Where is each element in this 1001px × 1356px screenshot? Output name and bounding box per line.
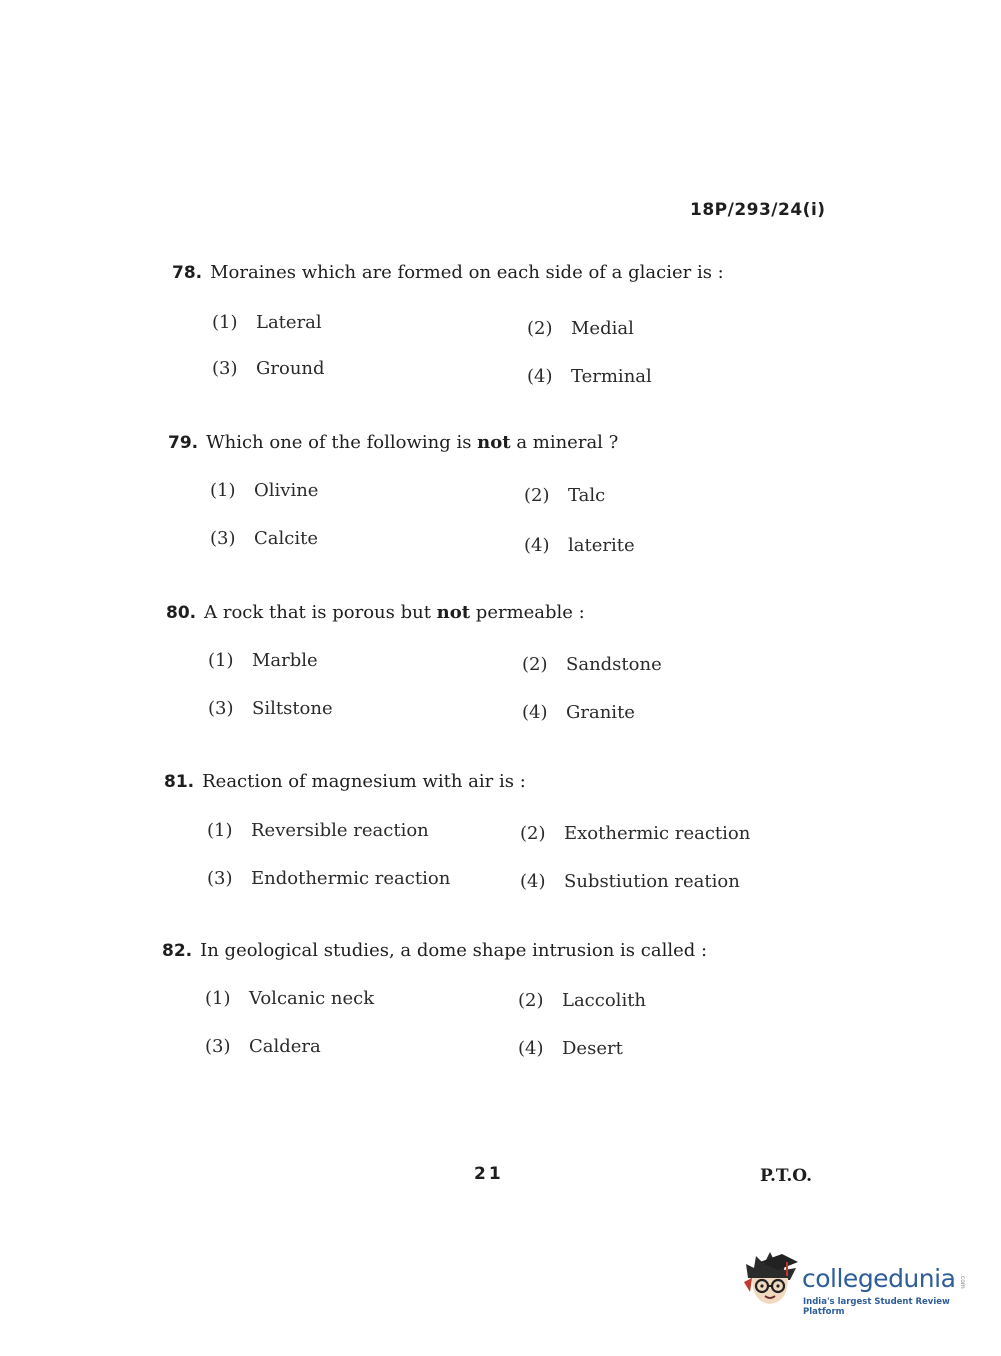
option-text: Calcite bbox=[254, 528, 318, 549]
option-text: Desert bbox=[562, 1038, 623, 1059]
question-text-end: permeable : bbox=[470, 602, 585, 623]
option-text: Terminal bbox=[571, 366, 652, 387]
option-text: Medial bbox=[571, 318, 634, 339]
page-number: 21 bbox=[474, 1164, 504, 1184]
option-text: Sandstone bbox=[566, 654, 662, 675]
option-text: Ground bbox=[256, 358, 325, 379]
option-text: Siltstone bbox=[252, 698, 333, 719]
option-82-4 bbox=[518, 1038, 623, 1059]
option-number: (4) bbox=[520, 871, 546, 892]
option-80-3 bbox=[208, 698, 333, 719]
option-text: Granite bbox=[566, 702, 635, 723]
option-number: (2) bbox=[522, 654, 548, 675]
option-80-4 bbox=[522, 702, 635, 723]
question-78 bbox=[172, 262, 724, 283]
option-78-1 bbox=[212, 312, 322, 333]
option-number: (1) bbox=[212, 312, 238, 333]
option-text: Lateral bbox=[256, 312, 322, 333]
brand-tagline: India's largest Student Review Platform bbox=[803, 1297, 950, 1317]
option-number: (3) bbox=[208, 698, 234, 719]
mascot-icon bbox=[742, 1248, 800, 1310]
option-number: (2) bbox=[520, 823, 546, 844]
option-81-1 bbox=[207, 820, 429, 841]
option-text: Talc bbox=[568, 485, 606, 506]
option-79-3 bbox=[210, 528, 318, 549]
option-number: (4) bbox=[518, 1038, 544, 1059]
option-79-2 bbox=[524, 485, 605, 506]
option-text: Endothermic reaction bbox=[251, 868, 451, 889]
option-text: Caldera bbox=[249, 1036, 321, 1057]
paper-code: 18P/293/24(i) bbox=[690, 200, 826, 220]
option-78-3 bbox=[212, 358, 325, 379]
option-number: (3) bbox=[212, 358, 238, 379]
option-number: (3) bbox=[207, 868, 233, 889]
option-78-2 bbox=[527, 318, 634, 339]
option-81-2 bbox=[520, 823, 750, 844]
option-number: (1) bbox=[208, 650, 234, 671]
option-78-4 bbox=[527, 366, 652, 387]
question-text: A rock that is porous but bbox=[204, 602, 437, 623]
option-text: Laccolith bbox=[562, 990, 647, 1011]
question-text: Reaction of magnesium with air is : bbox=[202, 771, 526, 792]
question-81 bbox=[164, 771, 526, 792]
question-text-end: a mineral ? bbox=[510, 432, 619, 453]
option-number: (1) bbox=[210, 480, 236, 501]
option-text: laterite bbox=[568, 535, 635, 556]
option-text: Reversible reaction bbox=[251, 820, 429, 841]
option-80-1 bbox=[208, 650, 318, 671]
option-number: (3) bbox=[205, 1036, 231, 1057]
option-79-4 bbox=[524, 535, 635, 556]
option-text: Substiution reation bbox=[564, 871, 740, 892]
question-number: 78. bbox=[172, 263, 203, 283]
option-number: (4) bbox=[522, 702, 548, 723]
option-number: (2) bbox=[527, 318, 553, 339]
option-text: Exothermic reaction bbox=[564, 823, 751, 844]
option-number: (2) bbox=[524, 485, 550, 506]
option-number: (1) bbox=[207, 820, 233, 841]
question-number: 82. bbox=[162, 941, 193, 961]
question-number: 79. bbox=[168, 433, 199, 453]
option-number: (4) bbox=[524, 535, 550, 556]
question-text: Which one of the following is bbox=[206, 432, 478, 453]
question-number: 81. bbox=[164, 772, 195, 792]
question-80 bbox=[166, 602, 585, 623]
option-text: Volcanic neck bbox=[249, 988, 375, 1009]
brand-name: collegedunia bbox=[802, 1264, 956, 1293]
question-82 bbox=[162, 940, 707, 961]
question-emphasis: not bbox=[477, 432, 511, 453]
option-82-3 bbox=[205, 1036, 321, 1057]
option-number: (3) bbox=[210, 528, 236, 549]
question-79 bbox=[168, 432, 618, 453]
option-text: Marble bbox=[252, 650, 318, 671]
option-number: (4) bbox=[527, 366, 553, 387]
option-81-4 bbox=[520, 871, 740, 892]
pto-label: P.T.O. bbox=[760, 1166, 812, 1186]
question-text: In geological studies, a dome shape intrusion is called : bbox=[200, 940, 708, 961]
option-82-1 bbox=[205, 988, 374, 1009]
option-82-2 bbox=[518, 990, 646, 1011]
option-number: (2) bbox=[518, 990, 544, 1011]
question-emphasis: not bbox=[436, 602, 471, 623]
collegedunia-logo bbox=[742, 1248, 972, 1316]
question-text: Moraines which are formed on each side of a glacier is : bbox=[210, 262, 724, 283]
option-80-2 bbox=[522, 654, 662, 675]
brand-suffix: .com bbox=[959, 1274, 966, 1289]
question-number: 80. bbox=[166, 603, 197, 623]
option-number: (1) bbox=[205, 988, 231, 1009]
option-81-3 bbox=[207, 868, 450, 889]
option-text: Olivine bbox=[254, 480, 319, 501]
option-79-1 bbox=[210, 480, 318, 501]
